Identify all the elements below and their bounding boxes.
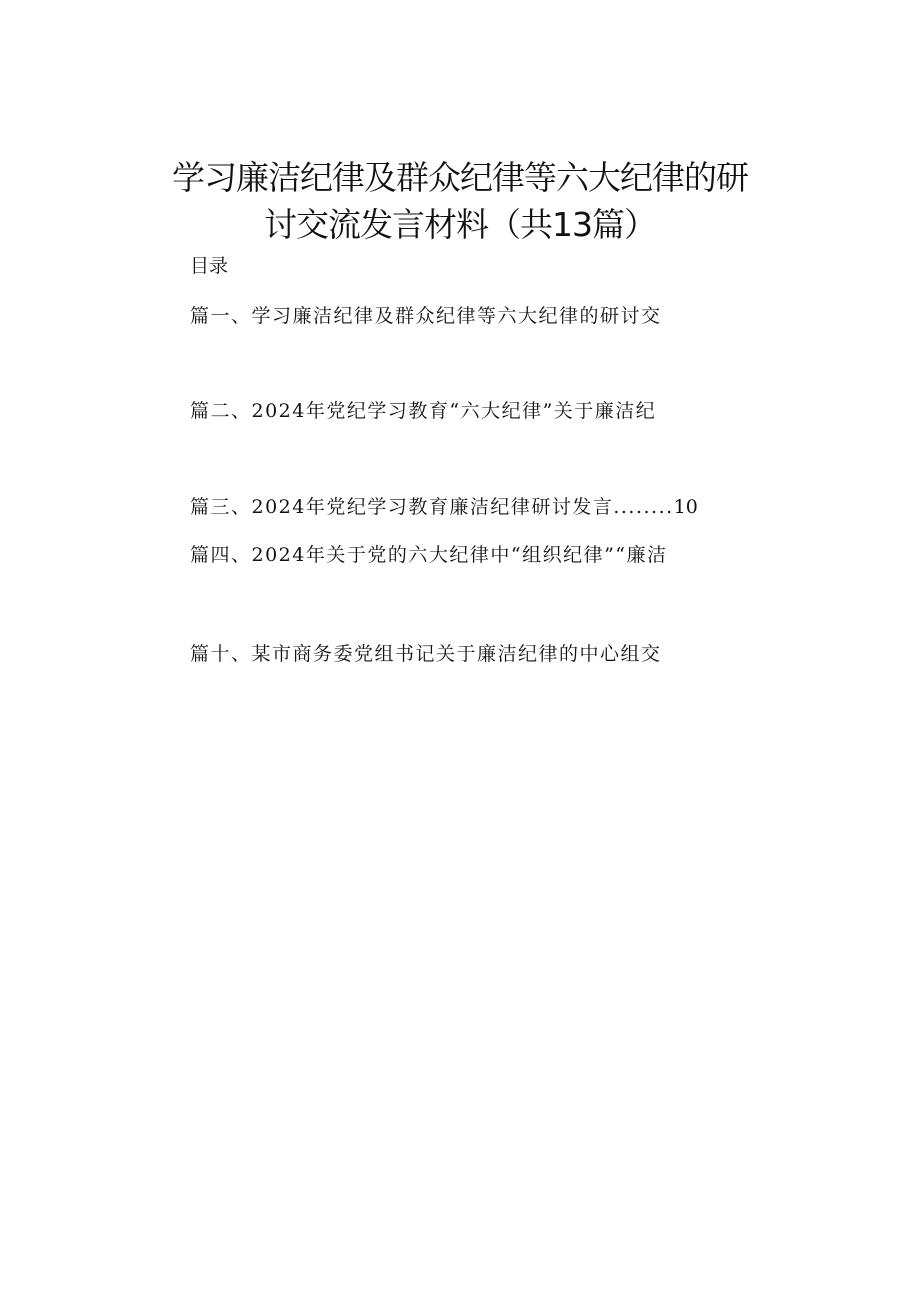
toc-entry-text: 篇一、学习廉洁纪律及群众纪律等六大纪律的研讨交 xyxy=(190,305,662,327)
toc-entry-text: 篇四、2024年关于党的六大纪律中“组织纪律”“廉洁 xyxy=(190,544,668,566)
document-title xyxy=(120,154,800,248)
document-title-line-1: 学习廉洁纪律及群众纪律等六大纪律的研 xyxy=(172,158,748,198)
toc-heading: 目录 xyxy=(190,255,229,277)
document-title-line-2: 讨交流发言材料（共13篇） xyxy=(264,205,656,245)
toc-entry-1[interactable] xyxy=(190,302,662,330)
toc-entry-page-number: 10 xyxy=(673,496,698,518)
toc-entry-2[interactable] xyxy=(190,397,656,425)
toc-entry-text: 篇三、2024年党纪学习教育廉洁纪律研讨发言........ xyxy=(190,496,674,518)
toc-entry-text: 篇十、某市商务委党组书记关于廉洁纪律的中心组交 xyxy=(190,643,662,665)
toc-entry-5[interactable] xyxy=(190,640,662,668)
toc-entry-3[interactable] xyxy=(190,493,698,521)
toc-entry-text: 篇二、2024年党纪学习教育“六大纪律”关于廉洁纪 xyxy=(190,400,657,422)
toc-entry-4[interactable] xyxy=(190,541,668,569)
